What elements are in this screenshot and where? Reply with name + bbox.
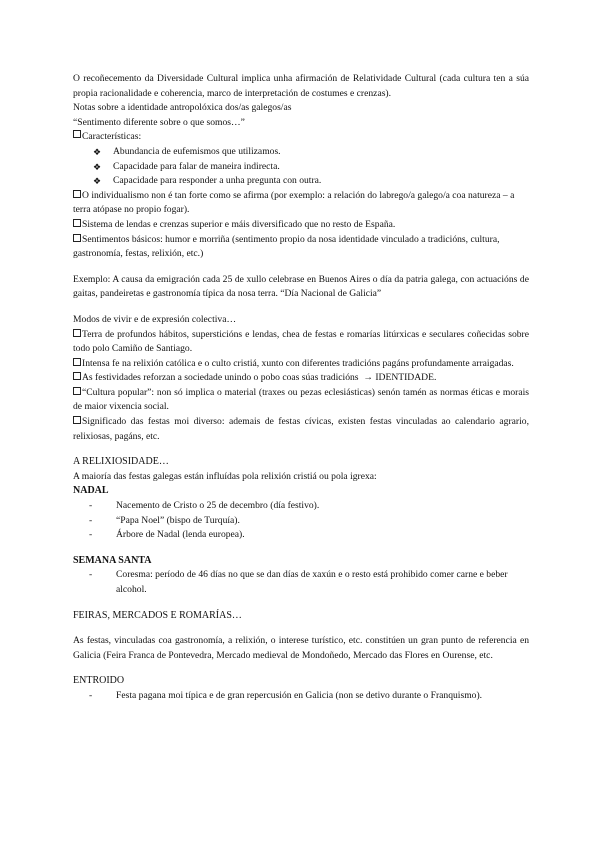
dash-icon: - — [89, 569, 93, 581]
star-bullet-icon: ❖ — [93, 176, 102, 187]
note-text: O individualismo non é tan forte como se afirma (por exemplo: a relación do labrego/a galego/a coa natureza – a terra atópase no propio fogar). — [73, 189, 515, 216]
modes-item — [73, 371, 529, 386]
modes-item-text: Intensa fe na relixión católica e o culto cristiá, xunto con diferentes tradicións pagáns profundamente arraigadas. — [82, 357, 514, 369]
checkbox-icon — [73, 372, 81, 380]
modes-item-text: As festividades reforzan a sociedade unindo o pobo coas súas tradicións — [82, 372, 359, 384]
dash-icon: - — [89, 514, 93, 526]
dash-item — [73, 514, 529, 529]
checkbox-item — [73, 130, 529, 145]
document-page — [73, 72, 529, 704]
dash-icon: - — [89, 689, 93, 701]
note-text: Sentimentos básicos: humor e morriña (sentimento propio da nosa identidade vinculado a tradicións, cultura, gastronomía, festas, relixión, etc.) — [73, 233, 500, 260]
list-item-text: Abundancia de eufemismos que utilizamos. — [113, 145, 281, 157]
note-item — [73, 189, 529, 218]
checkbox-icon — [73, 358, 81, 366]
dash-icon: - — [89, 529, 93, 541]
modes-item — [73, 415, 529, 444]
star-bullet-icon: ❖ — [93, 161, 102, 172]
modes-item — [73, 357, 529, 372]
modes-item-text: Terra de profundos hábitos, supersticións e lendas, chea de festas e romarías litúrxicas e seculares coñecidas sobre todo polo Camiño de Santiago. — [73, 328, 529, 355]
religion-text: A maioría das festas galegas están influídas pola relixión cristiá ou pola igrexa: — [73, 470, 377, 482]
note-item — [73, 218, 529, 233]
intro-paragraph: O recoñecemento da Diversidade Cultural implica unha afirmación de Relatividade Cultural (cada cultura ten a súa propia racionalidade e coherencia, marco de interpretación de costumes e crenzas). — [73, 73, 529, 99]
checkbox-icon — [73, 219, 81, 227]
list-item-text: Festa pagana moi típica e de gran repercusión en Galicia (non se detivo durante o Franquismo). — [116, 689, 483, 701]
dash-item — [73, 499, 529, 514]
checkbox-icon — [73, 387, 81, 395]
dash-item — [73, 689, 529, 704]
fairs-paragraph: As festas, vinculadas coa gastronomía, a relixión, o interese turístico, etc. constitúen un gran punto de referencia en Galicia (Feira Franca de Pontevedra, Mercado medieval de Mondoñedo, Mercado das Flores en Ourense, etc. — [73, 635, 529, 661]
checkbox-icon — [73, 234, 81, 242]
identity-arrow-text: → IDENTIDADE. — [363, 372, 437, 384]
modes-heading: Modos de vivir e de expresión colectiva… — [73, 313, 237, 325]
star-bullet-item — [73, 160, 529, 175]
modes-item — [73, 386, 529, 415]
list-item-text: Árbore de Nadal (lenda europea). — [116, 529, 245, 541]
checkbox-icon — [73, 329, 81, 337]
modes-item-text: “Cultura popular”: non só implica o material (traxes ou pezas eclesiásticas) senón tamén as normas éticas e morais de maior vixencia social. — [73, 386, 529, 413]
list-item-text: Nacemento de Cristo o 25 de decembro (día festivo). — [116, 500, 320, 512]
star-bullet-icon: ❖ — [93, 146, 102, 157]
religion-heading: A RELIXIOSIDADE… — [73, 456, 169, 468]
modes-item — [73, 328, 529, 357]
list-item-text: Capacidade para falar de maneira indirecta. — [113, 160, 280, 172]
notes-heading: Notas sobre a identidade antropolóxica dos/as galegos/as — [73, 102, 292, 114]
dash-item — [73, 528, 529, 543]
fairs-heading: FEIRAS, MERCADOS E ROMARÍAS… — [73, 609, 242, 621]
star-bullet-item — [73, 145, 529, 160]
quote-line: “Sentimento diferente sobre o que somos…” — [73, 116, 245, 128]
dash-icon: - — [89, 500, 93, 512]
modes-item-text: Significado das festas moi diverso: ademais de festas cívicas, existen festas vinculadas ao calendario agrario, relixiosas, pagáns, etc. — [73, 416, 529, 442]
nadal-heading: NADAL — [73, 485, 109, 497]
list-item-text: Coresma: período de 46 días no que se dan días de xaxún e o resto está prohibido comer carne e beber alcohol. — [116, 569, 508, 595]
checkbox-icon — [73, 130, 81, 138]
example-paragraph: Exemplo: A causa da emigración cada 25 de xullo celebrase en Buenos Aires o día da patria galega, con actuacións de gaitas, pandeiretas e gastronomía típica da nosa terra. “Día Nacional de Galicia” — [73, 273, 529, 300]
characteristics-label: Características: — [82, 131, 142, 143]
dash-item — [73, 568, 529, 597]
semana-santa-heading: SEMANA SANTA — [73, 554, 152, 566]
note-item — [73, 233, 529, 262]
checkbox-icon — [73, 416, 81, 424]
note-text: Sistema de lendas e crenzas superior e máis diversificado que no resto de España. — [82, 218, 396, 230]
entroido-heading: ENTROIDO — [73, 675, 125, 687]
checkbox-icon — [73, 190, 81, 198]
star-bullet-item — [73, 174, 529, 189]
list-item-text: Capacidade para responder a unha pregunta con outra. — [113, 175, 322, 187]
list-item-text: “Papa Noel” (bispo de Turquía). — [116, 514, 240, 526]
